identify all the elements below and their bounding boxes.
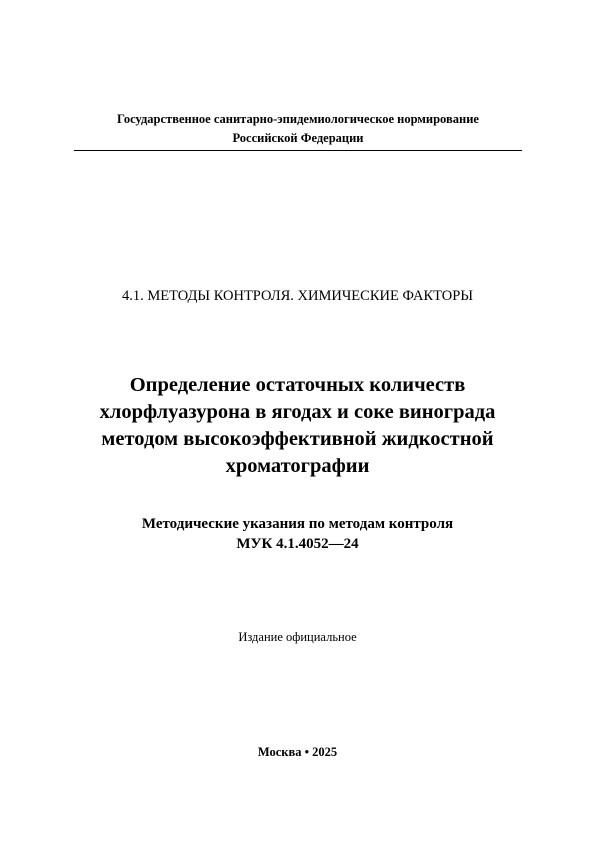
edition-note: Издание официальное xyxy=(238,630,357,644)
header-divider xyxy=(74,150,522,151)
title-line-2: хлорфлуазурона в ягодах и соке винограда xyxy=(99,401,496,423)
header-line-1: Государственное санитарно-эпидемиологическое нормирование xyxy=(117,112,479,126)
document-subtitle xyxy=(40,515,555,554)
publication-imprint: Москва • 2025 xyxy=(257,745,338,759)
document-header xyxy=(74,110,522,148)
header-line-2: Российской Федерации xyxy=(232,131,364,145)
subtitle-line-1: Методические указания по методам контроля xyxy=(141,516,454,532)
title-line-1: Определение остаточных количеств xyxy=(129,374,466,396)
document-title xyxy=(40,372,555,480)
title-line-3: методом высокоэффективной жидкостной xyxy=(101,428,494,450)
title-line-4: хроматографии xyxy=(225,455,370,477)
document-code: МУК 4.1.4052—24 xyxy=(236,535,359,552)
section-heading: 4.1. МЕТОДЫ КОНТРОЛЯ. ХИМИЧЕСКИЕ ФАКТОРЫ xyxy=(122,288,473,304)
